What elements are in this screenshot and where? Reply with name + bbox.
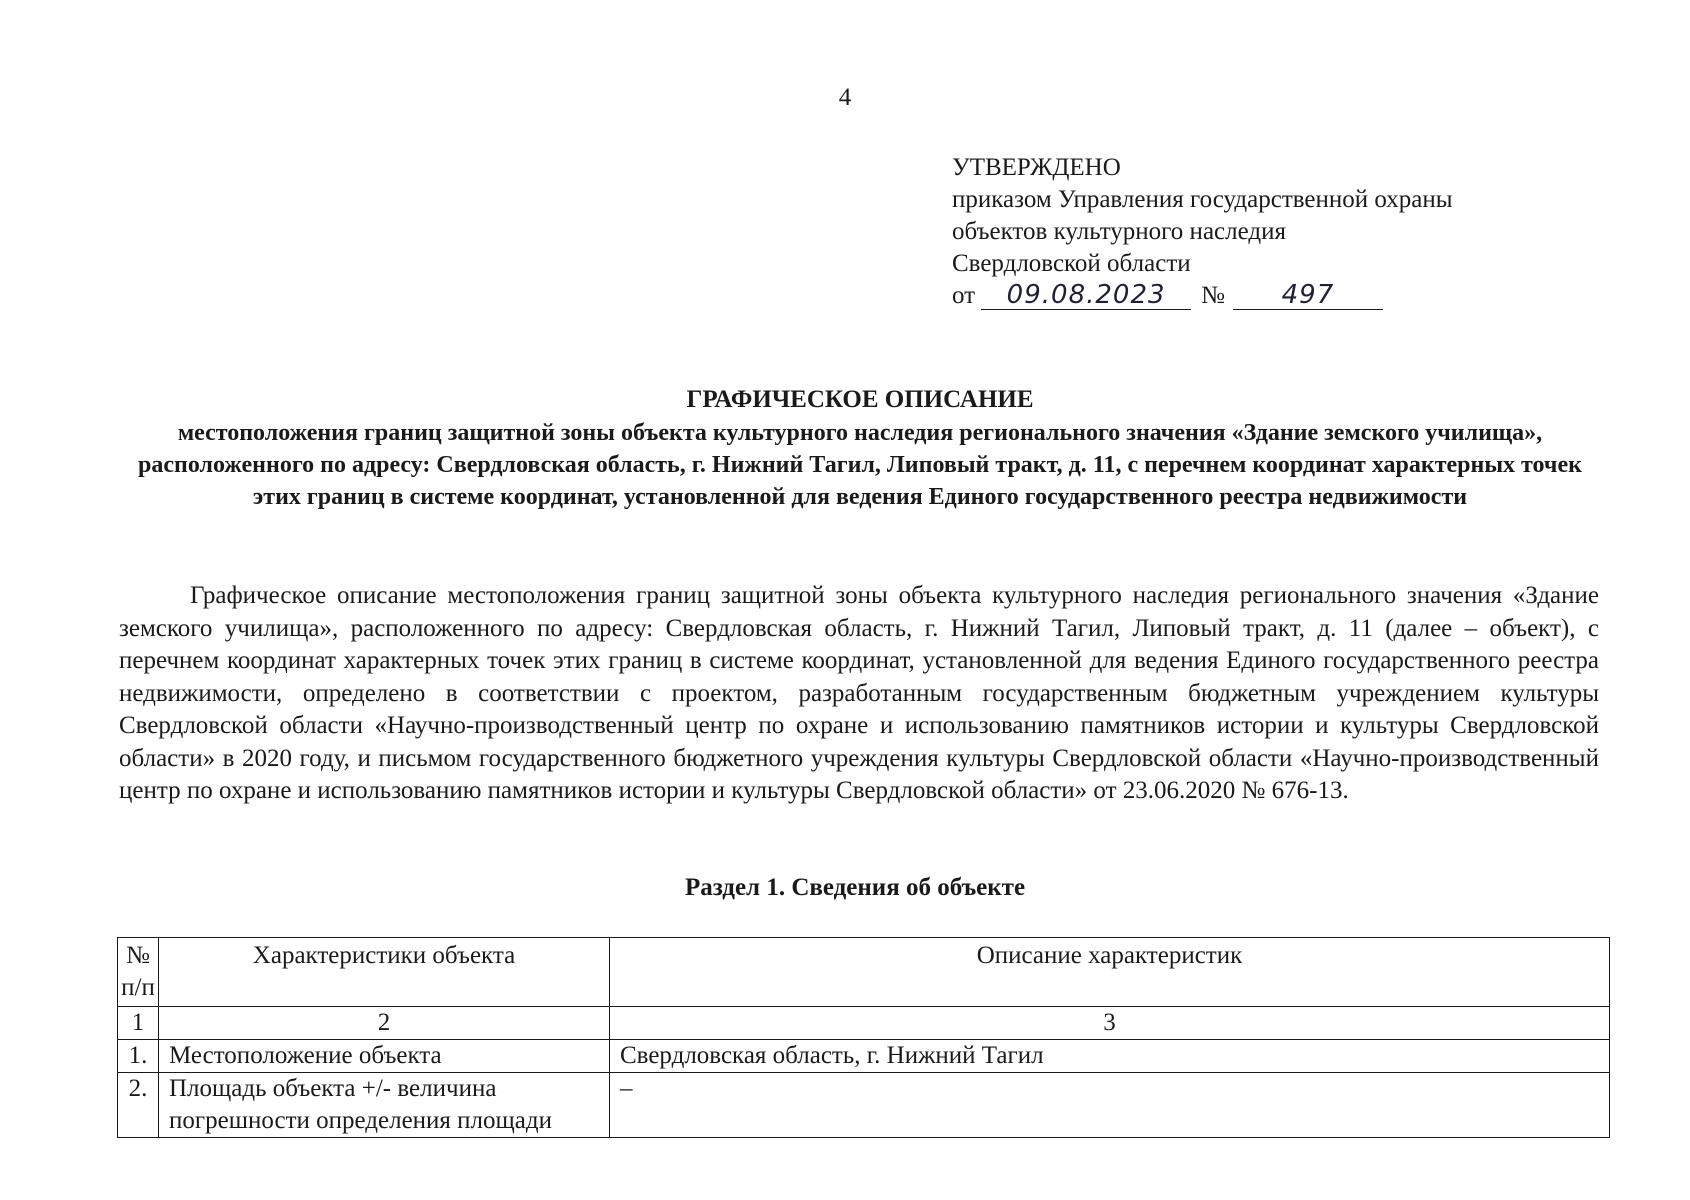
row-num: 2.	[118, 1073, 159, 1138]
approval-heading: УТВЕРЖДЕНО	[952, 154, 1121, 181]
document-subtitle: местоположения границ защитной зоны объекта культурного наследия регионального значения «Здание земского училища», расположенного по адресу: Свердловская область, г. Нижний Тагил, Липовый тракт, д. 11, с перечнем координат характерных точек этих границ в системе координат, установленной для ведения Единого государственного реестра недвижимости	[138, 420, 1582, 510]
table-header-row	[118, 938, 1610, 1007]
index-cell-2: 2	[159, 1007, 610, 1040]
document-title: ГРАФИЧЕСКОЕ ОПИСАНИЕ	[686, 386, 1034, 413]
approval-line-1: приказом Управления государственной охраны	[952, 186, 1453, 213]
document-title-block	[100, 383, 1620, 513]
header-num-cell	[118, 938, 159, 1007]
header-num-line1: №	[126, 942, 150, 969]
approval-stamp-block	[952, 152, 1453, 312]
row-characteristic: Местоположение объекта	[159, 1040, 610, 1073]
table-row	[118, 1040, 1610, 1073]
number-label: №	[1201, 282, 1225, 309]
table-index-row	[118, 1007, 1610, 1040]
row-num: 1.	[118, 1040, 159, 1073]
table-row	[118, 1073, 1610, 1138]
header-num-line2: п/п	[121, 974, 155, 1001]
approval-line-3: Свердловской области	[952, 250, 1191, 277]
handwritten-number: 497	[1233, 281, 1383, 310]
handwritten-date: 09.08.2023	[981, 281, 1191, 310]
index-cell-3: 3	[610, 1007, 1610, 1040]
from-label: от	[952, 282, 976, 309]
index-cell-1: 1	[118, 1007, 159, 1040]
intro-paragraph: Графическое описание местоположения границ защитной зоны объекта культурного наследия регионального значения «Здание земского училища», расположенного по адресу: Свердловская область, г. Нижний Тагил, Липовый тракт, д. 11 (далее – объект), с перечнем координат характерных точек этих границ в системе координат, установленной для ведения Единого государственного реестра недвижимости, определено в соответствии с проектом, разработанным государственным бюджетным учреждением культуры Свердловской области «Научно-производственный центр по охране и использованию памятников истории и культуры Свердловской области» в 2020 году, и письмом государственного бюджетного учреждения культуры Свердловской области «Научно-производственный центр по охране и использованию памятников истории и культуры Свердловской области» от 23.06.2020 № 676-13.	[119, 582, 1599, 804]
object-info-table	[117, 937, 1610, 1138]
header-description: Описание характеристик	[610, 938, 1610, 1007]
row-characteristic: Площадь объекта +/- величина погрешности определения площади	[159, 1073, 610, 1138]
row-description: –	[610, 1073, 1610, 1138]
approval-line-2: объектов культурного наследия	[952, 218, 1286, 245]
approval-date-number-line	[952, 280, 1453, 312]
row-description: Свердловская область, г. Нижний Тагил	[610, 1040, 1610, 1073]
section-heading: Раздел 1. Сведения об объекте	[684, 874, 1026, 901]
header-characteristics: Характеристики объекта	[159, 938, 610, 1007]
page-number: 4	[838, 84, 852, 111]
